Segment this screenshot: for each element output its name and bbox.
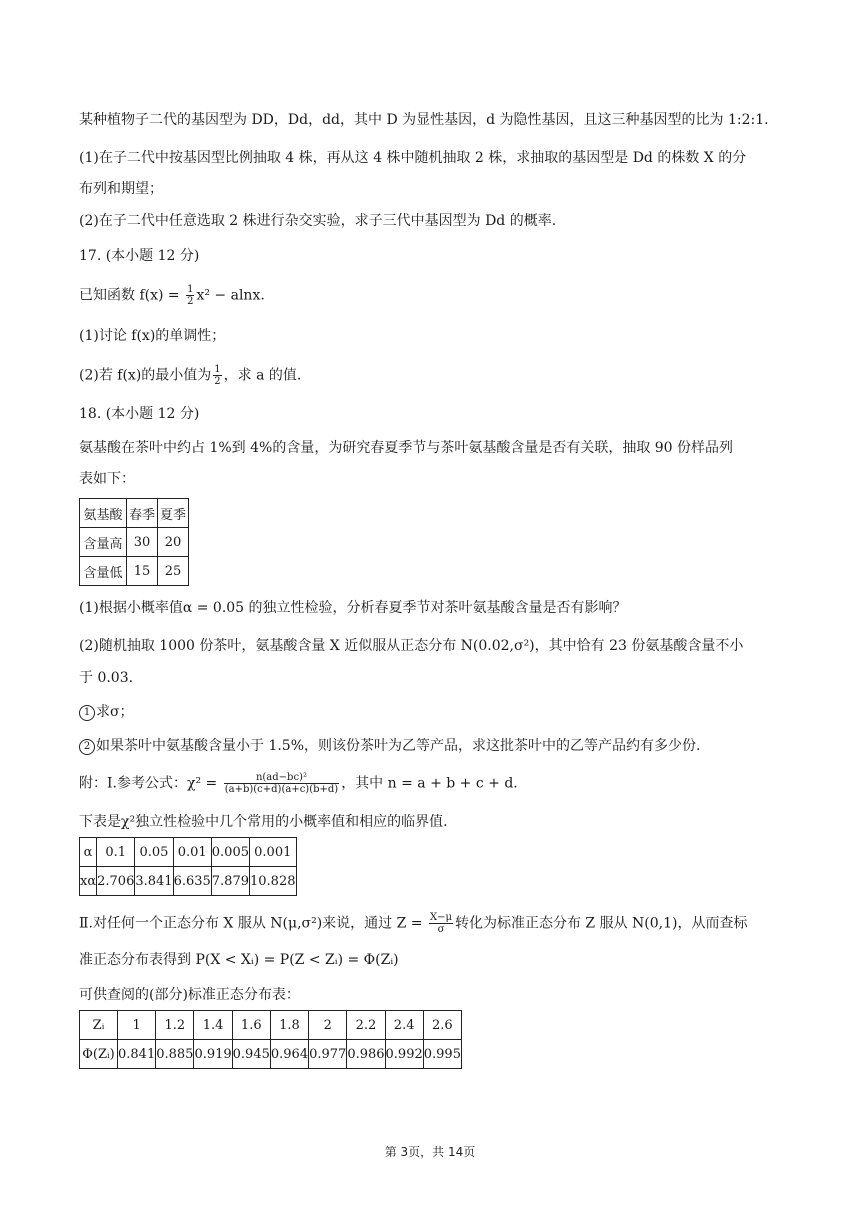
table-cell: 0.885: [156, 1040, 194, 1069]
table-cell: 1.8: [270, 1011, 308, 1040]
table-cell: 3.841: [135, 867, 173, 896]
problem18-part2-sub2: [79, 736, 784, 756]
problem18-stem: 氨基酸在茶叶中约占 1%到 4%的含量，为研究春夏季节与茶叶氨基酸含量是否有关联，抽取 90 份样品列: [79, 440, 734, 456]
problem18-part1: (1)根据小概率值α = 0.05 的独立性检验，分析春夏季节对茶叶氨基酸含量是否有影响？: [79, 600, 627, 616]
problem17-stem: [79, 284, 784, 307]
table-cell: 2.2: [347, 1011, 385, 1040]
normal-table-caption: 可供查阅的(部分)标准正态分布表：: [79, 987, 300, 1003]
fraction: [429, 912, 453, 935]
text-segment: 如果茶叶中氨基酸含量小于 1.5%，则该份茶叶为乙等产品，求这批茶叶中的乙等产品约有多少份.: [96, 738, 701, 754]
table-cell: 0.995: [423, 1040, 461, 1069]
table-row: [80, 557, 189, 586]
problem18-heading: 18. (本小题 12 分): [79, 406, 200, 422]
table-cell: 0.977: [309, 1040, 347, 1069]
normal-distribution-note: [79, 912, 784, 935]
table-cell: 含量低: [80, 557, 127, 586]
table-cell: 春季: [127, 499, 158, 528]
circled-number: 1: [79, 705, 95, 721]
table-cell: 0.919: [194, 1040, 232, 1069]
text-segment: 附：Ⅰ.参考公式：χ² =: [79, 775, 222, 792]
table-cell: 1: [118, 1011, 156, 1040]
page-footer: 第 3页，共 14页: [384, 1145, 476, 1159]
table-cell: 30: [127, 528, 158, 557]
text-segment: (2)若 f(x)的最小值为: [79, 367, 212, 384]
contingency-table: [79, 498, 189, 586]
problem17-heading: 17. (本小题 12 分): [79, 248, 200, 264]
table-cell: 0.1: [97, 838, 135, 867]
fraction: [186, 284, 194, 307]
table-row: [80, 1040, 462, 1069]
table-cell: 2.706: [97, 867, 135, 896]
table-cell: 0.01: [173, 838, 211, 867]
table-cell: 25: [158, 557, 189, 586]
normal-distribution-note-cont: 准正态分布表得到 P(X < Xᵢ) = P(Z < Zᵢ) = Φ(Zᵢ): [79, 952, 399, 968]
table-cell: Φ(Zᵢ): [80, 1040, 118, 1069]
table-cell: 15: [127, 557, 158, 586]
table-cell: 0.841: [118, 1040, 156, 1069]
table-row: [80, 1011, 462, 1040]
text-segment: x² − alnx.: [196, 287, 265, 304]
text-segment: 已知函数 f(x) =: [79, 287, 185, 304]
table-cell: 7.879: [211, 867, 249, 896]
fraction: [224, 772, 339, 795]
reference-formula: [79, 772, 784, 795]
normal-distribution-table: [79, 1010, 462, 1069]
problem17-part2: [79, 364, 784, 387]
fraction: [213, 364, 221, 387]
table-row: [80, 867, 297, 896]
fraction-denominator: 2: [187, 296, 194, 307]
problem18-stem-cont: 表如下：: [79, 471, 135, 487]
table-cell: 1.4: [194, 1011, 232, 1040]
table-cell: 10.828: [250, 867, 297, 896]
fraction-numerator: 1: [187, 284, 194, 295]
table-cell: 夏季: [158, 499, 189, 528]
text-segment: 转化为标准正态分布 Z 服从 N(0,1)，从而查标: [454, 915, 748, 932]
table-cell: 1.2: [156, 1011, 194, 1040]
table-cell: 氨基酸: [80, 499, 127, 528]
table-cell: 含量高: [80, 528, 127, 557]
table-cell: 2.4: [385, 1011, 423, 1040]
problem16-part1-cont: 布列和期望；: [79, 181, 163, 197]
critical-values-caption: 下表是χ²独立性检验中几个常用的小概率值和相应的临界值.: [79, 814, 448, 830]
table-cell: 0.992: [385, 1040, 423, 1069]
table-row: [80, 528, 189, 557]
problem18-part2-sub1: [79, 702, 784, 722]
table-cell: α: [80, 838, 97, 867]
table-cell: 0.986: [347, 1040, 385, 1069]
text-segment: ，求 a 的值.: [223, 367, 302, 384]
problem18-part2: (2)随机抽取 1000 份茶叶，氨基酸含量 X 近似服从正态分布 N(0.02,σ²)，其中恰有 23 份氨基酸含量不小: [79, 638, 744, 654]
table-cell: 20: [158, 528, 189, 557]
table-cell: 0.001: [250, 838, 297, 867]
table-cell: 1.6: [232, 1011, 270, 1040]
fraction-numerator: n(ad−bc)²: [224, 772, 339, 784]
table-cell: 0.05: [135, 838, 173, 867]
table-cell: 0.005: [211, 838, 249, 867]
text-segment: ，其中 n = a + b + c + d.: [341, 775, 518, 792]
fraction-numerator: 1: [214, 364, 221, 375]
table-cell: 2: [309, 1011, 347, 1040]
table-cell: 6.635: [173, 867, 211, 896]
table-row: [80, 499, 189, 528]
problem18-part2-cont: 于 0.03.: [79, 670, 134, 686]
text-segment: 求σ；: [96, 704, 134, 720]
problem16-part1: (1)在子二代中按基因型比例抽取 4 株，再从这 4 株中随机抽取 2 株，求抽取的基因型是 Dd 的株数 X 的分: [79, 150, 747, 166]
table-cell: 0.964: [270, 1040, 308, 1069]
problem17-part1: (1)讨论 f(x)的单调性；: [79, 328, 226, 344]
table-cell: Zᵢ: [80, 1011, 118, 1040]
fraction-denominator: σ: [437, 924, 445, 935]
fraction-numerator: X−μ: [429, 912, 452, 923]
table-cell: 0.945: [232, 1040, 270, 1069]
circled-number: 2: [79, 739, 95, 755]
fraction-denominator: (a+b)(c+d)(a+c)(b+d): [224, 784, 339, 795]
problem16-stem: 某种植物子二代的基因型为 DD，Dd，dd，其中 D 为显性基因，d 为隐性基因，且这三种基因型的比为 1:2:1.: [79, 112, 769, 128]
table-cell: xα: [80, 867, 97, 896]
critical-values-table: [79, 837, 297, 896]
table-cell: 2.6: [423, 1011, 461, 1040]
text-segment: Ⅱ.对任何一个正态分布 X 服从 N(μ,σ²)来说，通过 Z =: [79, 915, 427, 932]
table-row: [80, 838, 297, 867]
fraction-denominator: 2: [214, 376, 221, 387]
problem16-part2: (2)在子二代中任意选取 2 株进行杂交实验，求子三代中基因型为 Dd 的概率.: [79, 213, 557, 229]
